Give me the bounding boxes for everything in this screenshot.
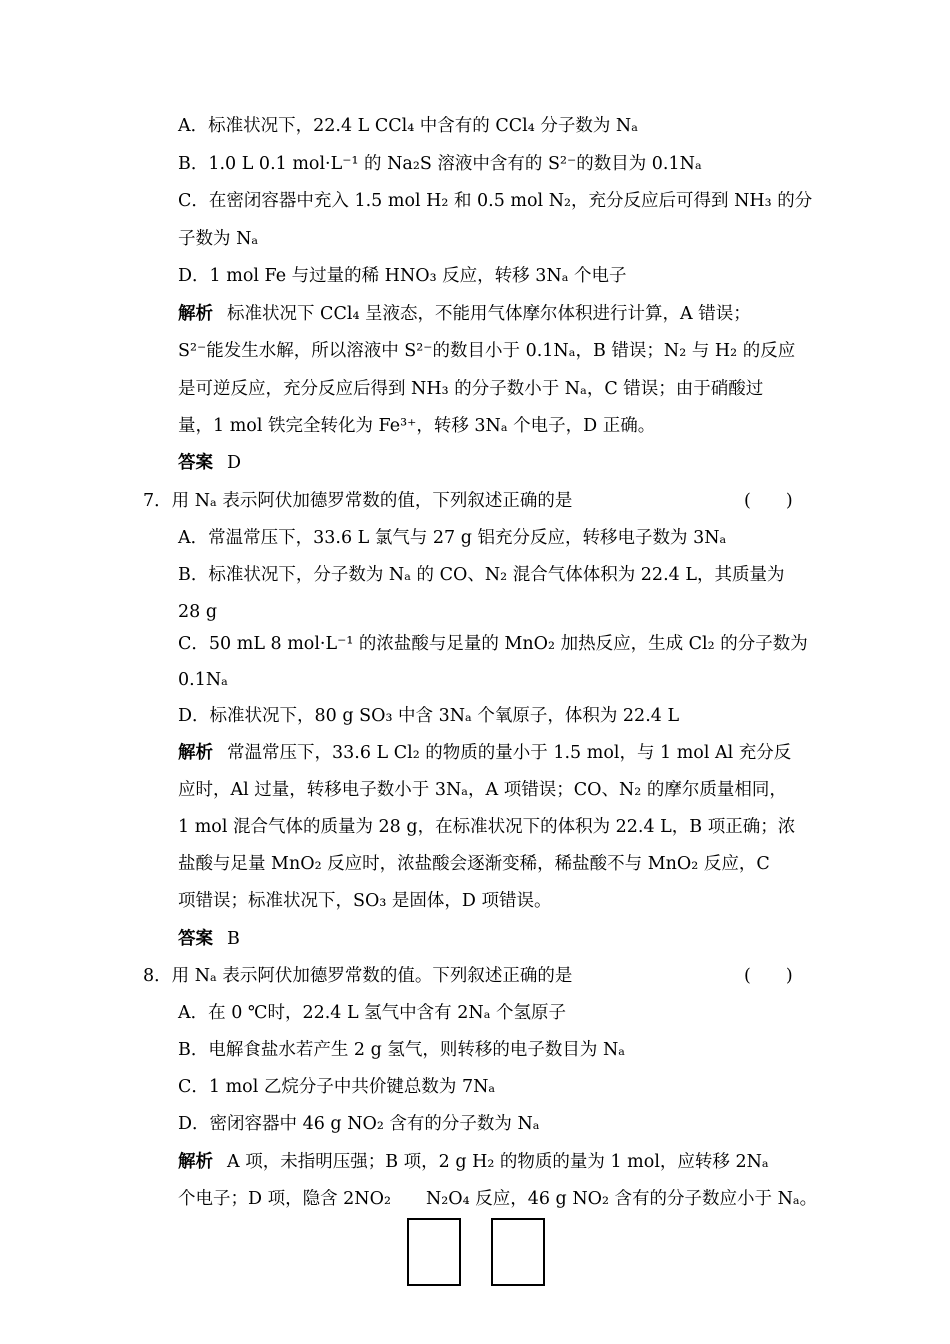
- q7-answer-label: 答案: [178, 929, 213, 949]
- q8-option-c: C．1 mol 乙烷分子中共价键总数为 7Nₐ: [178, 1077, 496, 1097]
- q7-analysis-line4: 盐酸与足量 MnO₂ 反应时，浓盐酸会逐渐变稀，稀盐酸不与 MnO₂ 反应，C: [178, 854, 770, 874]
- q7-analysis-line1: [178, 741, 791, 765]
- q7-analysis-text1: 常温常压下，33.6 L Cl₂ 的物质的量小于 1.5 mol，与 1 mol Al 充分反: [227, 743, 792, 763]
- q8-analysis-line1: [178, 1150, 769, 1174]
- q8-analysis-label: 解析: [178, 1152, 213, 1172]
- q6-option-d: D．1 mol Fe 与过量的稀 HNO₃ 反应，转移 3Nₐ 个电子: [178, 266, 627, 286]
- q8-analysis-line2: 个电子；D 项，隐含 2NO₂ N₂O₄ 反应，46 g NO₂ 含有的分子数应小于 Nₐ。: [178, 1189, 818, 1209]
- placeholder-box-left: [407, 1218, 461, 1286]
- placeholder-boxes: [407, 1218, 547, 1286]
- q6-analysis-line2: S²⁻能发生水解，所以溶液中 S²⁻的数目小于 0.1Nₐ，B 错误；N₂ 与 H₂ 的反应: [178, 341, 796, 361]
- q7-option-c-line1: C．50 mL 8 mol·L⁻¹ 的浓盐酸与足量的 MnO₂ 加热反应，生成 Cl₂ 的分子数为: [178, 634, 808, 654]
- q8-stem: 8．用 Nₐ 表示阿伏加德罗常数的值。下列叙述正确的是: [143, 966, 573, 986]
- q7-answer-blank: ( ): [744, 491, 793, 511]
- q7-answer-value: B: [227, 929, 240, 949]
- q7-analysis-line5: 项错误；标准状况下，SO₃ 是固体，D 项错误。: [178, 891, 552, 911]
- q7-analysis-line3: 1 mol 混合气体的质量为 28 g，在标准状况下的体积为 22.4 L，B 项正确；浓: [178, 817, 796, 837]
- q6-analysis-label: 解析: [178, 304, 213, 324]
- q6-analysis-line3: 是可逆反应，充分反应后得到 NH₃ 的分子数小于 Nₐ，C 错误；由于硝酸过: [178, 379, 764, 399]
- q8-analysis-text1: A 项，未指明压强；B 项，2 g H₂ 的物质的量为 1 mol，应转移 2Nₐ: [227, 1152, 769, 1172]
- q6-analysis-text1: 标准状况下 CCl₄ 呈液态，不能用气体摩尔体积进行计算，A 错误；: [227, 304, 751, 324]
- q7-option-d: D．标准状况下，80 g SO₃ 中含 3Nₐ 个氧原子，体积为 22.4 L: [178, 706, 680, 726]
- q7-option-a: A．常温常压下，33.6 L 氯气与 27 g 铝充分反应，转移电子数为 3Nₐ: [178, 528, 727, 548]
- q6-option-a: A．标准状况下，22.4 L CCl₄ 中含有的 CCl₄ 分子数为 Nₐ: [178, 116, 638, 136]
- q6-analysis-line4: 量，1 mol 铁完全转化为 Fe³⁺，转移 3Nₐ 个电子，D 正确。: [178, 416, 656, 436]
- q8-option-b: B．电解食盐水若产生 2 g 氢气，则转移的电子数目为 Nₐ: [178, 1040, 626, 1060]
- q8-option-a: A．在 0 ℃时，22.4 L 氢气中含有 2Nₐ 个氢原子: [178, 1003, 567, 1023]
- q7-analysis-label: 解析: [178, 743, 213, 763]
- q7-stem: 7．用 Nₐ 表示阿伏加德罗常数的值，下列叙述正确的是: [143, 491, 573, 511]
- q6-option-b: B．1.0 L 0.1 mol·L⁻¹ 的 Na₂S 溶液中含有的 S²⁻的数目为 0.1Nₐ: [178, 154, 702, 174]
- q6-option-c-line2: 子数为 Nₐ: [178, 229, 259, 249]
- placeholder-box-right: [491, 1218, 545, 1286]
- q6-option-c-line1: C．在密闭容器中充入 1.5 mol H₂ 和 0.5 mol N₂，充分反应后可得到 NH₃ 的分: [178, 191, 813, 211]
- q7-option-b-line1: B．标准状况下，分子数为 Nₐ 的 CO、N₂ 混合气体体积为 22.4 L，其质量为: [178, 565, 785, 585]
- q6-analysis-line1: [178, 302, 751, 326]
- q7-answer-line: [178, 927, 240, 951]
- q7-option-b-line2: 28 g: [178, 602, 218, 622]
- q7-analysis-line2: 应时，Al 过量，转移电子数小于 3Nₐ，A 项错误；CO、N₂ 的摩尔质量相同，: [178, 780, 787, 800]
- q8-answer-blank: ( ): [744, 966, 793, 986]
- q6-answer-label: 答案: [178, 453, 213, 473]
- q6-answer-line: [178, 451, 241, 475]
- q6-answer-value: D: [227, 453, 242, 473]
- q8-option-d: D．密闭容器中 46 g NO₂ 含有的分子数为 Nₐ: [178, 1114, 540, 1134]
- q7-option-c-line2: 0.1Nₐ: [178, 670, 228, 690]
